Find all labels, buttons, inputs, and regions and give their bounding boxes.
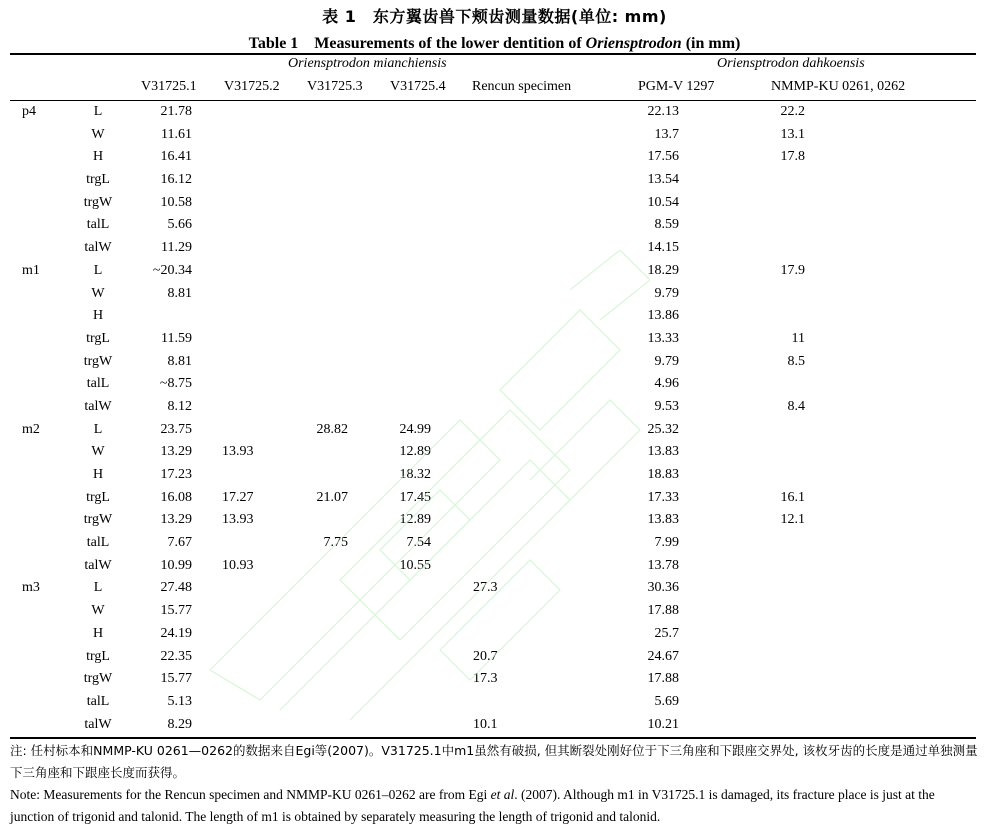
table-cell: 17.88 <box>647 603 679 619</box>
title-suffix: (in mm) <box>681 35 741 52</box>
measurement-label: trgW <box>83 194 113 210</box>
table-row <box>0 668 989 691</box>
table-cell: 27.3 <box>473 580 498 596</box>
table-cell: 10.54 <box>647 194 679 210</box>
column-header-v31725-2: V31725.2 <box>224 79 280 94</box>
column-header-v31725-4: V31725.4 <box>390 79 446 94</box>
tooth-label: m3 <box>22 580 40 596</box>
table-cell: 20.7 <box>473 648 498 664</box>
measurement-label: H <box>92 625 104 641</box>
table-cell: 10.21 <box>647 716 679 732</box>
table-row <box>0 487 989 510</box>
table-row <box>0 464 989 487</box>
table-cell: 9.79 <box>654 285 679 301</box>
table-cell: 13.1 <box>780 126 805 142</box>
table-cell: 12.89 <box>399 512 431 528</box>
table-cell: 23.75 <box>160 421 192 437</box>
column-header-v31725-1: V31725.1 <box>141 79 197 94</box>
measurement-label: trgL <box>86 330 110 346</box>
measurement-label: trgL <box>86 172 110 188</box>
table-cell: 7.75 <box>323 535 348 551</box>
measurement-label: trgW <box>83 512 113 528</box>
table-cell: 13.86 <box>647 308 679 324</box>
table-cell: 17.3 <box>473 671 498 687</box>
table-cell: 17.45 <box>399 489 431 505</box>
table-cell: 15.77 <box>160 603 192 619</box>
table-cell: 17.27 <box>222 489 254 505</box>
table-cell: 17.88 <box>647 671 679 687</box>
measurement-label: talL <box>86 535 110 551</box>
measurement-label: talW <box>84 240 112 256</box>
table-row <box>0 237 989 260</box>
table-cell: 13.33 <box>647 330 679 346</box>
measurement-label: trgL <box>86 648 110 664</box>
measurement-label: W <box>91 444 105 460</box>
column-header-pgm-v-1297: PGM-V 1297 <box>638 79 715 94</box>
measurement-label: H <box>92 467 104 482</box>
table-cell: 15.77 <box>160 671 192 687</box>
table-cell: 22.35 <box>160 648 192 664</box>
note-english-part-b: . (2007). Although m1 in V31725.1 is damaged, its fracture place is just at the junction of trigonid and talonid. The length of m1 is obtained by separately measuring the length of trigonid and talonid. <box>10 787 935 824</box>
table-cell: 10.99 <box>160 557 192 573</box>
table-row <box>0 214 989 237</box>
table-cell: 8.12 <box>167 398 192 414</box>
measurement-label: talL <box>86 376 110 392</box>
table-cell: 8.81 <box>167 285 192 301</box>
table-cell: 7.67 <box>167 535 192 551</box>
table-row <box>0 351 989 374</box>
table-cell: ~8.75 <box>159 376 192 392</box>
table-cell: 13.29 <box>160 512 192 528</box>
table-cell: 13.83 <box>647 444 679 460</box>
bottom-rule <box>10 737 976 739</box>
table-row <box>0 555 989 578</box>
table-cell: 8.5 <box>787 353 805 369</box>
table-row <box>0 328 989 351</box>
tooth-label: p4 <box>22 104 36 119</box>
table-cell: 9.79 <box>654 353 679 369</box>
table-row <box>0 419 989 442</box>
tooth-label: m2 <box>22 421 40 437</box>
table-row <box>0 441 989 464</box>
table-cell: 21.07 <box>316 489 348 505</box>
table-cell: 17.23 <box>160 467 192 482</box>
table-cell: 5.69 <box>654 693 679 709</box>
measurement-label: L <box>93 104 103 119</box>
table-cell: 13.54 <box>647 172 679 188</box>
measurement-label: H <box>92 308 104 324</box>
measurement-label: talL <box>86 693 110 709</box>
table-cell: 11.61 <box>161 126 192 142</box>
table-cell: 10.55 <box>399 557 431 573</box>
table-cell: 16.41 <box>160 149 192 165</box>
measurement-label: talW <box>84 716 112 732</box>
table-cell: 7.54 <box>406 535 431 551</box>
table-cell: 16.08 <box>160 489 192 505</box>
measurement-label: W <box>91 285 105 301</box>
column-header-nmmp-ku: NMMP-KU 0261, 0262 <box>771 79 906 94</box>
measurement-label: trgW <box>83 671 113 687</box>
title-prefix: Table 1 Measurements of the lower dentition of <box>248 35 586 52</box>
table-row <box>0 646 989 669</box>
table-cell: 16.12 <box>160 172 192 188</box>
table-title-chinese: 表 1 东方翼齿兽下颊齿测量数据(单位: mm) <box>322 7 667 26</box>
table-title-english <box>0 30 989 53</box>
table-row <box>0 146 989 169</box>
note-english-etal: et al <box>490 787 515 802</box>
note-english <box>10 784 980 828</box>
table-cell: 13.7 <box>654 126 679 142</box>
table-cell: 8.4 <box>787 398 805 414</box>
measurement-label: W <box>91 126 105 142</box>
table-row <box>0 101 989 124</box>
table-row <box>0 714 989 737</box>
table-cell: 8.29 <box>167 716 192 732</box>
table-cell: 13.93 <box>222 444 254 460</box>
table-cell: 25.7 <box>654 625 679 641</box>
table-cell: 10.58 <box>160 194 192 210</box>
measurement-label: L <box>93 421 103 437</box>
table-cell: 9.53 <box>654 398 679 414</box>
table-row <box>0 169 989 192</box>
note-english-part-a: Note: Measurements for the Rencun specimen and NMMP-KU 0261–0262 are from Egi <box>10 787 491 802</box>
table-row <box>0 305 989 328</box>
title-genus: Oriensptrodon <box>585 35 682 52</box>
table-cell: 24.99 <box>399 421 431 437</box>
table-cell: 17.8 <box>780 149 805 165</box>
measurement-label: talL <box>86 217 110 233</box>
table-cell: 5.13 <box>167 693 192 709</box>
species-header-mianchiensis: Oriensptrodon mianchiensis <box>288 56 447 71</box>
table-row <box>0 577 989 600</box>
table-row <box>0 260 989 283</box>
table-cell: 24.67 <box>647 648 679 664</box>
measurement-label: W <box>91 603 105 619</box>
table-cell: 8.59 <box>654 217 679 233</box>
table-row <box>0 396 989 419</box>
table-cell: ~20.34 <box>152 262 192 278</box>
table-cell: 13.78 <box>647 557 679 573</box>
measurement-label: talW <box>84 398 112 414</box>
table-cell: 17.9 <box>780 262 805 278</box>
measurement-label: L <box>93 262 103 278</box>
table-row <box>0 623 989 646</box>
measurement-label: H <box>92 149 104 165</box>
table-cell: 7.99 <box>654 535 679 551</box>
table-cell: 17.56 <box>647 149 679 165</box>
table-row <box>0 373 989 396</box>
species-header-dahkoensis: Oriensptrodon dahkoensis <box>717 56 865 71</box>
table-cell: 24.19 <box>160 625 192 641</box>
table-cell: 27.48 <box>160 580 192 596</box>
table-cell: 18.32 <box>399 467 431 482</box>
table-cell: 11.29 <box>161 240 192 256</box>
table-body <box>0 101 989 736</box>
measurement-label: L <box>93 580 103 596</box>
table-cell: 13.29 <box>160 444 192 460</box>
table-cell: 10.1 <box>473 716 498 732</box>
table-cell: 25.32 <box>647 421 679 437</box>
table-cell: 21.78 <box>160 104 192 119</box>
table-cell: 18.83 <box>647 467 679 482</box>
table-row <box>0 532 989 555</box>
column-header-rencun: Rencun specimen <box>472 79 572 94</box>
table-cell: 28.82 <box>316 421 348 437</box>
table-cell: 8.81 <box>167 353 192 369</box>
table-cell: 16.1 <box>780 489 805 505</box>
measurement-label: trgW <box>83 353 113 369</box>
column-header-v31725-3: V31725.3 <box>307 79 363 94</box>
table-row <box>0 509 989 532</box>
table-row <box>0 691 989 714</box>
table-cell: 13.83 <box>647 512 679 528</box>
table-cell: 18.29 <box>647 262 679 278</box>
table-cell: 5.66 <box>167 217 192 233</box>
table-cell: 4.96 <box>654 376 679 392</box>
table-cell: 10.93 <box>222 557 254 573</box>
table-cell: 22.2 <box>780 104 805 119</box>
table-row <box>0 283 989 306</box>
table-cell: 30.36 <box>647 580 679 596</box>
table-row <box>0 600 989 623</box>
measurement-label: talW <box>84 557 112 573</box>
table-cell: 17.33 <box>647 489 679 505</box>
table-cell: 14.15 <box>647 240 679 256</box>
note-chinese: 注: 任村标本和NMMP-KU 0261—0262的数据来自Egi等(2007)。V31725.1中m1虽然有破损, 但其断裂处刚好位于下三角座和下跟座交界处, 该枚牙齿的长度是通过单独测量下三角座和下跟座长度而获得。 <box>10 743 978 780</box>
table-cell: 22.13 <box>647 104 679 119</box>
tooth-label: m1 <box>22 262 40 278</box>
measurement-label: trgL <box>86 489 110 505</box>
table-row <box>0 192 989 215</box>
table-cell: 13.93 <box>222 512 254 528</box>
table-cell: 11 <box>791 330 805 346</box>
table-cell: 12.1 <box>780 512 805 528</box>
table-cell: 12.89 <box>399 444 431 460</box>
table-row <box>0 124 989 147</box>
top-rule <box>10 53 976 55</box>
table-cell: 11.59 <box>161 330 192 346</box>
